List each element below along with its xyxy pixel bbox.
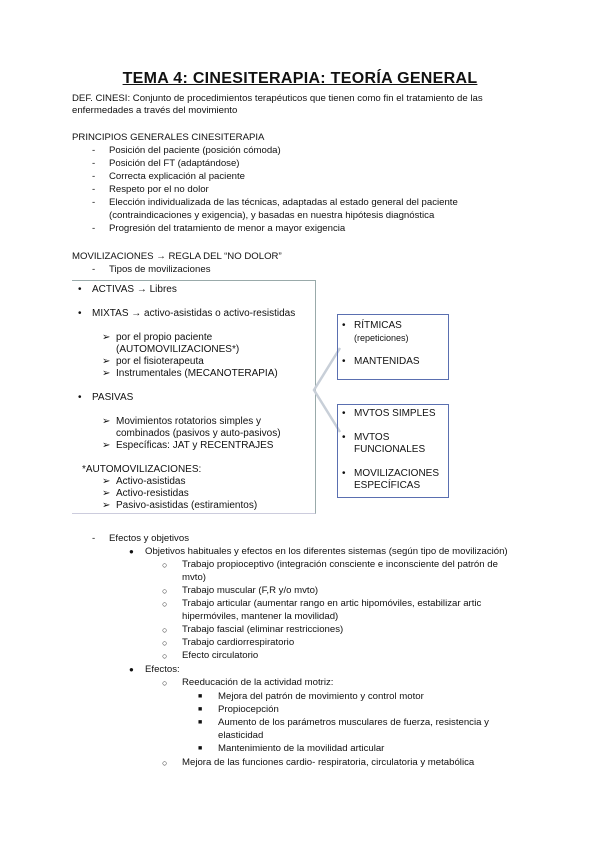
mvtos-simples-label: MVTOS SIMPLES bbox=[354, 408, 436, 419]
pasivas-sub: Específicas: JAT y RECENTRAJES bbox=[116, 440, 274, 451]
automovilizaciones-label: *AUTOMOVILIZACIONES: bbox=[82, 464, 202, 475]
principio-item: Respeto por el no dolor bbox=[109, 184, 209, 195]
bullet-dot: • bbox=[342, 356, 346, 367]
square-bullet: ■ bbox=[198, 706, 203, 713]
objetivo-item: Trabajo cardiorrespiratorio bbox=[182, 637, 295, 648]
filled-bullet: ● bbox=[129, 665, 134, 674]
mixtas-sub: Instrumentales (MECANOTERAPIA) bbox=[116, 368, 278, 379]
auto-sub: Pasivo-asistidas (estiramientos) bbox=[116, 500, 258, 511]
square-bullet: ■ bbox=[198, 693, 203, 700]
tipos-label: Tipos de movilizaciones bbox=[109, 264, 211, 275]
page-title: TEMA 4: CINESITERAPIA: TEORÍA GENERAL bbox=[122, 70, 478, 87]
reeducacion-text: Reeducación de la actividad motriz: bbox=[182, 677, 334, 688]
arrow-bullet-icon: ➢ bbox=[102, 476, 111, 487]
dash-bullet: - bbox=[92, 171, 96, 182]
circle-bullet: ○ bbox=[162, 586, 168, 596]
dash-bullet: - bbox=[92, 223, 96, 234]
circle-bullet: ○ bbox=[162, 638, 168, 648]
arrow-bullet-icon: ➢ bbox=[102, 500, 111, 511]
mixtas-sub: por el propio paciente bbox=[116, 332, 213, 343]
mejora-text: Mejora de las funciones cardio- respiratoria, circulatoria y metabólica bbox=[182, 757, 475, 768]
dash-bullet: - bbox=[92, 184, 96, 195]
objetivo-item: Trabajo muscular (F,R y/o mvto) bbox=[182, 585, 319, 596]
principio-item: Progresión del tratamiento de menor a mayor exigencia bbox=[109, 223, 346, 234]
circle-bullet: ○ bbox=[162, 678, 168, 688]
dash-bullet: - bbox=[92, 264, 96, 275]
definition-line-1: DEF. CINESI: Conjunto de procedimientos terapéuticos que tienen como fin el tratamiento de las bbox=[72, 93, 483, 104]
arrow-bullet-icon: ➢ bbox=[102, 440, 111, 451]
pasivas-sub: Movimientos rotatorios simples y bbox=[116, 416, 262, 427]
reeducacion-item: Mejora del patrón de movimiento y control motor bbox=[218, 691, 424, 702]
reeducacion-item-continuation: elasticidad bbox=[218, 730, 264, 741]
square-bullet: ■ bbox=[198, 719, 203, 726]
mvtos-funcionales-label: MVTOS bbox=[354, 432, 390, 443]
movilizaciones-especificas-label: MOVILIZACIONES bbox=[354, 468, 440, 479]
objetivo-item: Trabajo fascial (eliminar restricciones) bbox=[182, 624, 344, 635]
arrow-bullet-icon: ➢ bbox=[102, 488, 111, 499]
bullet-dot: • bbox=[78, 284, 82, 295]
movilizaciones-especificas-label: ESPECÍFICAS bbox=[354, 480, 421, 491]
bullet-dot: • bbox=[342, 468, 346, 479]
definition-line-2: enfermedades a través del movimiento bbox=[72, 105, 238, 116]
reeducacion-item: Mantenimiento de la movilidad articular bbox=[218, 743, 385, 754]
arrow-bullet-icon: ➢ bbox=[102, 368, 111, 379]
principio-item: Elección individualizada de las técnicas, adaptadas al estado general del paciente bbox=[109, 197, 458, 208]
mixtas-sub: (AUTOMOVILIZACIONES*) bbox=[116, 344, 240, 355]
activas-label: ACTIVAS → Libres bbox=[92, 284, 177, 295]
principio-item-continuation: (contraindicaciones y exigencia), y basadas en nuestra hipótesis diagnóstica bbox=[109, 210, 435, 221]
principios-heading: PRINCIPIOS GENERALES CINESITERAPIA bbox=[72, 132, 265, 143]
mvtos-funcionales-label: FUNCIONALES bbox=[354, 444, 426, 455]
arrow-bullet-icon: ➢ bbox=[102, 356, 111, 367]
ritmicas-label: RÍTMICAS bbox=[354, 320, 402, 331]
circle-bullet: ○ bbox=[162, 599, 168, 609]
dash-bullet: - bbox=[92, 533, 96, 544]
mixtas-sub: por el fisioterapeuta bbox=[116, 356, 204, 367]
movilizaciones-heading: MOVILIZACIONES → REGLA DEL “NO DOLOR” bbox=[72, 251, 282, 262]
mantenidas-label: MANTENIDAS bbox=[354, 356, 420, 367]
circle-bullet: ○ bbox=[162, 651, 168, 661]
objetivo-item: Trabajo articular (aumentar rango en artic hipomóviles, estabilizar artic bbox=[182, 598, 482, 609]
objetivo-item-continuation: mvto) bbox=[182, 572, 206, 583]
repeticiones-label: (repeticiones) bbox=[354, 333, 409, 343]
mixtas-label: MIXTAS → activo-asistidas o activo-resistidas bbox=[92, 308, 296, 319]
arrow-bullet-icon: ➢ bbox=[102, 332, 111, 343]
connector-lines bbox=[302, 340, 342, 460]
bullet-dot: • bbox=[342, 432, 346, 443]
bullet-dot: • bbox=[78, 392, 82, 403]
bullet-dot: • bbox=[342, 320, 346, 331]
dash-bullet: - bbox=[92, 158, 96, 169]
reeducacion-item: Propiocepción bbox=[218, 704, 279, 715]
movilizaciones-diagram bbox=[72, 280, 450, 514]
reeducacion-item: Aumento de los parámetros musculares de fuerza, resistencia y bbox=[218, 717, 489, 728]
objetivo-item: Efecto circulatorio bbox=[182, 650, 259, 661]
auto-sub: Activo-resistidas bbox=[116, 488, 189, 499]
efectos-label: Efectos: bbox=[145, 664, 180, 675]
circle-bullet: ○ bbox=[162, 758, 168, 768]
efectos-heading: Efectos y objetivos bbox=[109, 533, 189, 544]
principio-item: Posición del FT (adaptándose) bbox=[109, 158, 240, 169]
objetivo-item-continuation: hipermóviles, mantener la movilidad) bbox=[182, 611, 339, 622]
circle-bullet: ○ bbox=[162, 625, 168, 635]
bullet-dot: • bbox=[342, 408, 346, 419]
dash-bullet: - bbox=[92, 197, 96, 208]
circle-bullet: ○ bbox=[162, 560, 168, 570]
square-bullet: ■ bbox=[198, 745, 203, 752]
principio-item: Posición del paciente (posición cómoda) bbox=[109, 145, 281, 156]
filled-bullet: ● bbox=[129, 547, 134, 556]
objetivos-text: Objetivos habituales y efectos en los diferentes sistemas (según tipo de movilización) bbox=[145, 546, 508, 557]
bullet-dot: • bbox=[78, 308, 82, 319]
objetivo-item: Trabajo propioceptivo (integración consciente e inconsciente del patrón de bbox=[182, 559, 498, 570]
dash-bullet: - bbox=[92, 145, 96, 156]
pasivas-label: PASIVAS bbox=[92, 392, 134, 403]
pasivas-sub: combinados (pasivos y auto-pasivos) bbox=[116, 428, 281, 439]
auto-sub: Activo-asistidas bbox=[116, 476, 186, 487]
principio-item: Correcta explicación al paciente bbox=[109, 171, 245, 182]
arrow-bullet-icon: ➢ bbox=[102, 416, 111, 427]
